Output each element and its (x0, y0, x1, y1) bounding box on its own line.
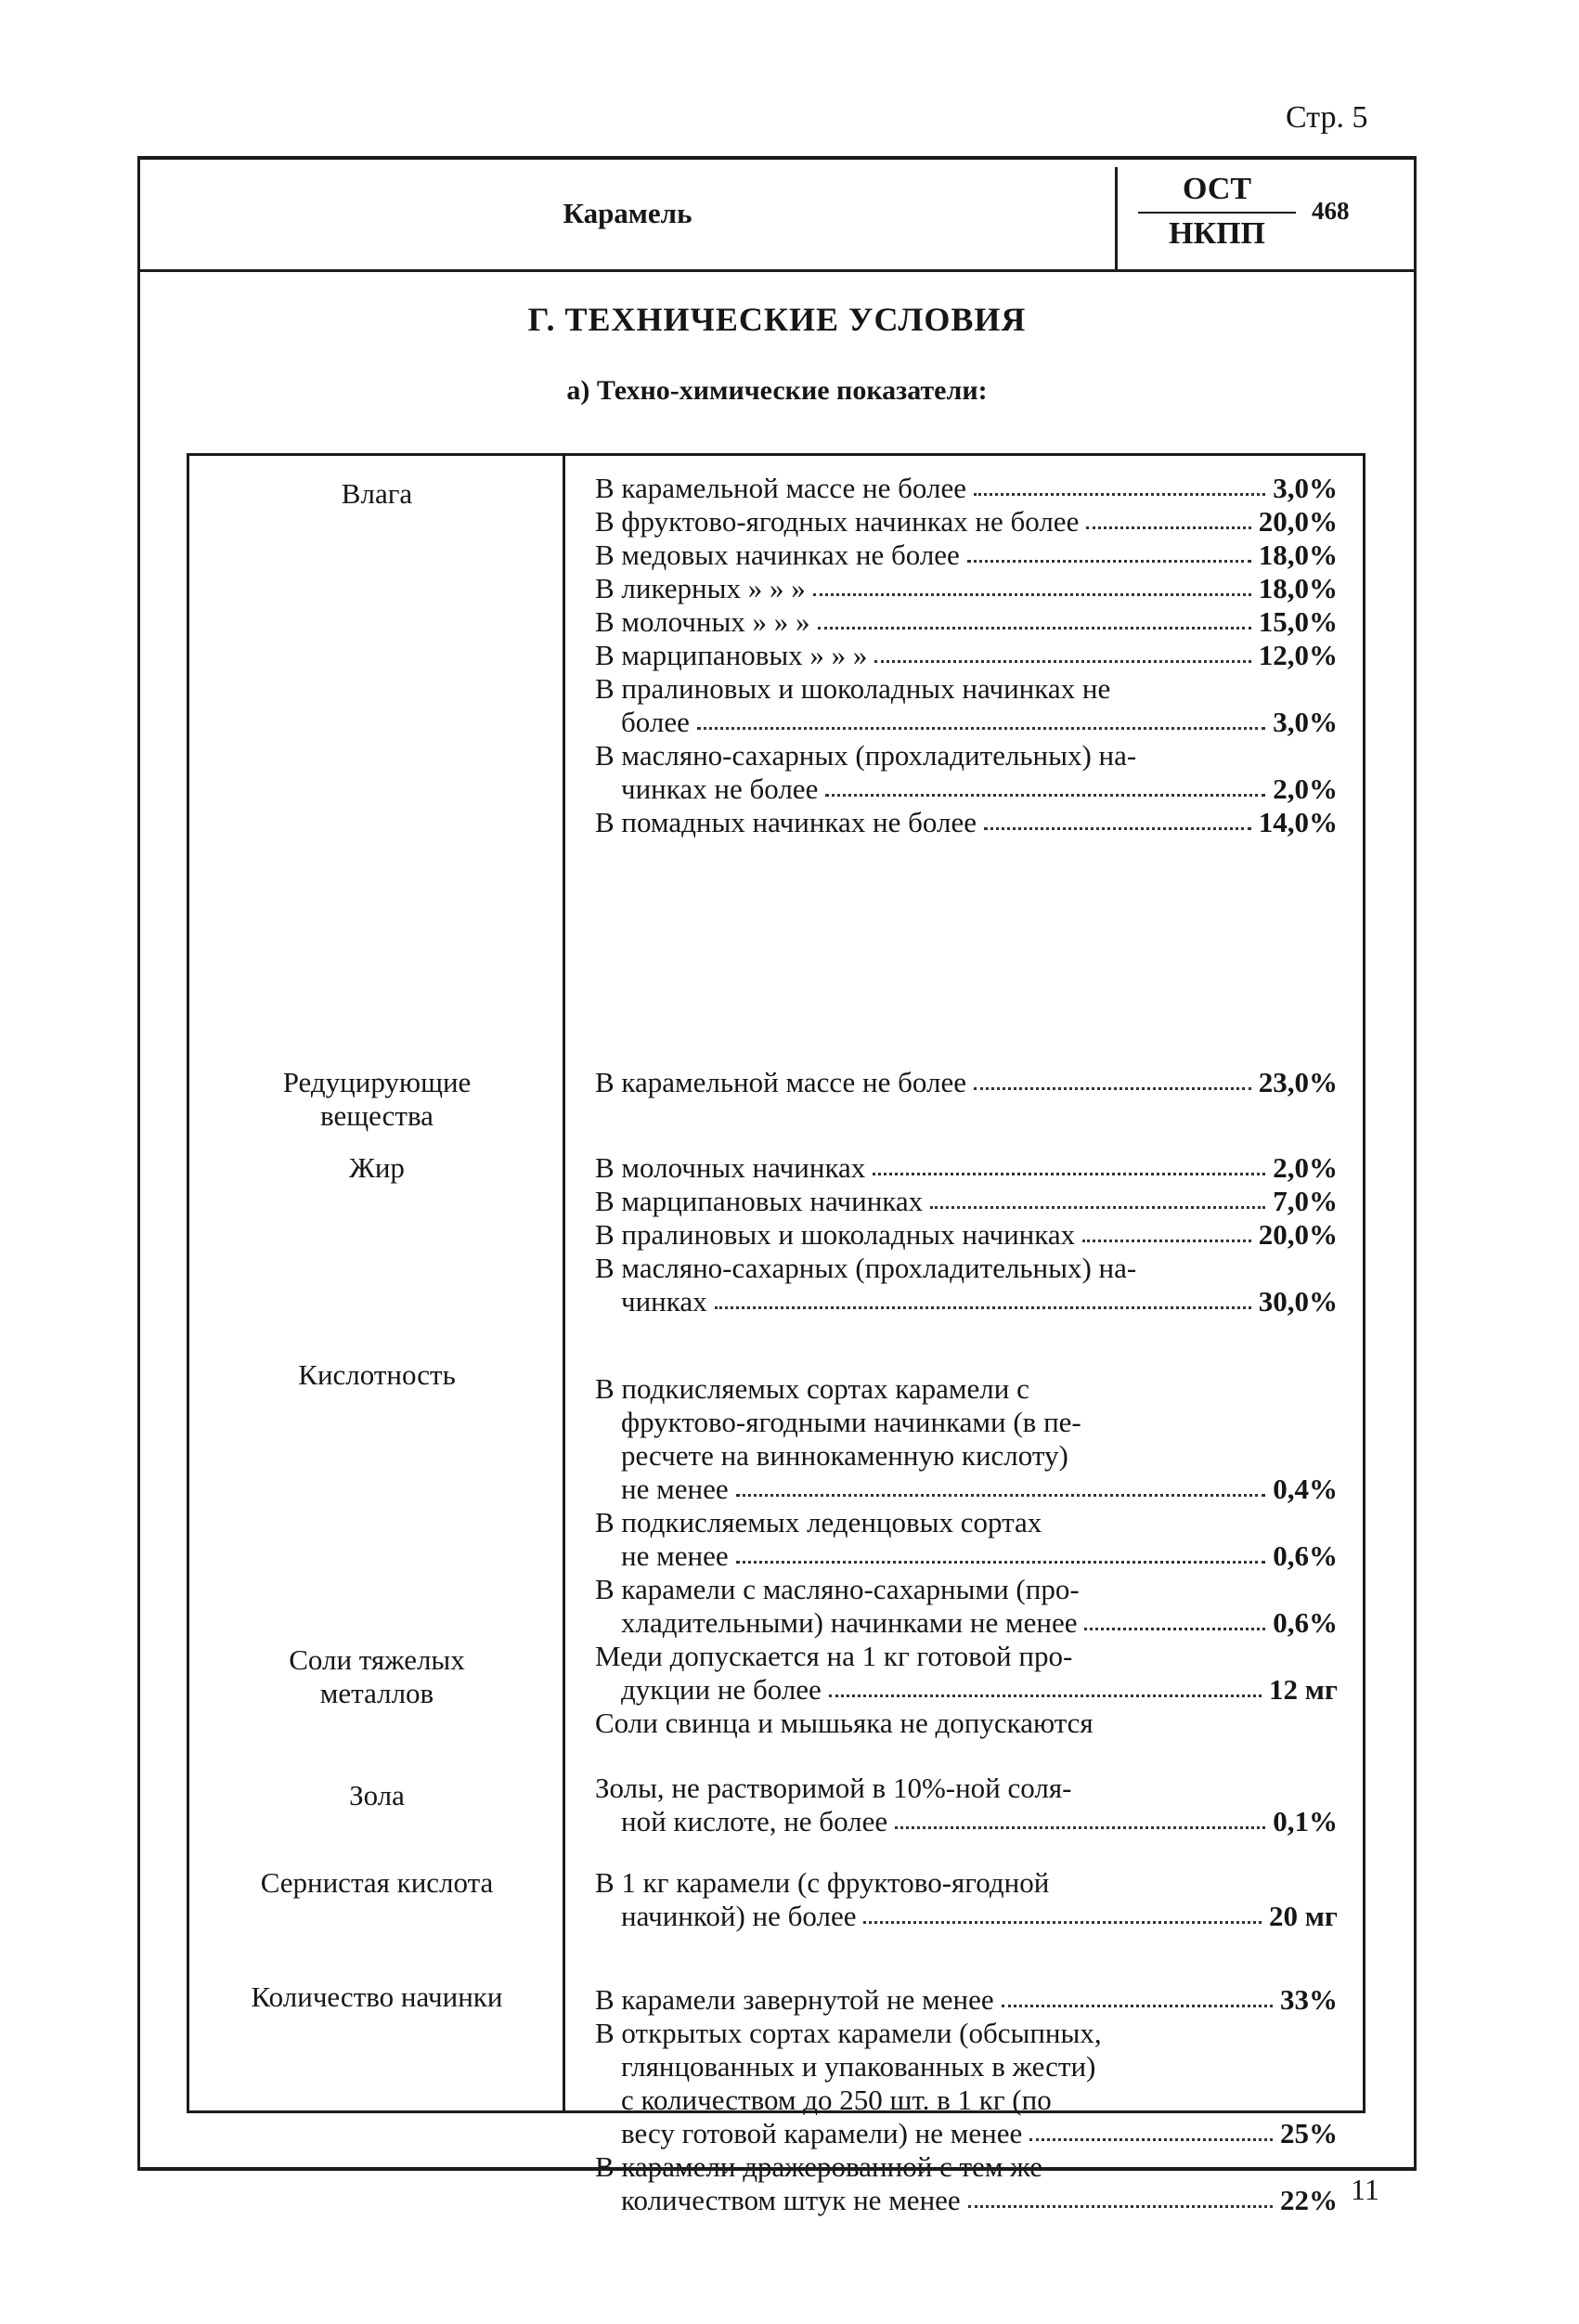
table-line: В марципановых начинках 7,0% (595, 1185, 1338, 1217)
moisture-lines (595, 472, 1338, 839)
ost-bottom: НКПП (1169, 216, 1265, 251)
table-line: В медовых начинках не более 18,0% (595, 539, 1338, 571)
table-column-divider (563, 453, 565, 2113)
category-filling-amount: Количество начинки (251, 1980, 503, 2013)
table-line: В ликерных » » » 18,0% (595, 572, 1338, 604)
table-line: с количеством до 250 шт. в 1 кг (по (621, 2084, 1052, 2116)
category-reducing-substances (196, 1066, 558, 1133)
table-line: В подкисляемых леденцовых сортах (595, 1506, 1042, 1539)
table-line: более 3,0% (621, 706, 1338, 738)
table-line: весу готовой карамели) не менее 25% (621, 2117, 1338, 2149)
footer-page-number: 11 (1351, 2173, 1379, 2206)
table-line: не менее 0,4% (621, 1473, 1338, 1505)
table-line: Меди допускается на 1 кг готовой про- (595, 1640, 1073, 1672)
category-ash: Зола (349, 1779, 405, 1811)
table-line: Соли свинца и мышьяка не допускаются (595, 1707, 1094, 1739)
category-line: металлов (319, 1677, 434, 1709)
table-line: В подкисляемых сортах карамели с (595, 1372, 1029, 1405)
page-number: Стр. 5 (1286, 100, 1368, 135)
frame-top-rule (140, 156, 1414, 160)
table-line: фруктово-ягодными начинками (в пе- (621, 1406, 1081, 1438)
category-line: Редуцирующие (282, 1066, 472, 1098)
table-line: В молочных начинках 2,0% (595, 1151, 1338, 1184)
table-line: В помадных начинках не более 14,0% (595, 806, 1338, 838)
sulfurous-lines (595, 1866, 1338, 1933)
filling-lines (595, 1983, 1338, 2217)
table-top-rule (187, 453, 1365, 456)
category-line: Соли тяжелых (289, 1643, 465, 1676)
table-line: В масляно-сахарных (прохладительных) на- (595, 739, 1137, 772)
table-line: ресчете на виннокаменную кислоту) (621, 1439, 1068, 1472)
category-moisture: Влага (341, 477, 413, 510)
table-line: В масляно-сахарных (прохладительных) на- (595, 1252, 1137, 1284)
table-line: начинкой) не более 20 мг (621, 1900, 1338, 1932)
table-line: В карамельной массе не более 3,0% (595, 472, 1338, 504)
ash-lines (595, 1772, 1338, 1838)
category-sulfurous-acid: Сернистая кислота (260, 1866, 494, 1899)
header-divider (1115, 167, 1118, 269)
table-line: В карамели дражерованной с тем же (595, 2150, 1042, 2183)
table-line: чинках 30,0% (621, 1285, 1338, 1318)
header-title: Карамель (563, 197, 692, 229)
table-line: В 1 кг карамели (с фруктово-ягодной (595, 1866, 1050, 1899)
ost-designation (1138, 169, 1296, 254)
section-title: Г. ТЕХНИЧЕСКИЕ УСЛОВИЯ (527, 301, 1027, 338)
acidity-lines (595, 1372, 1338, 1640)
ost-number: 468 (1312, 197, 1350, 225)
table-line: количеством штук не менее 22% (621, 2184, 1338, 2216)
table-line: хладительными) начинками не менее 0,6% (621, 1606, 1338, 1639)
table-line: В пралиновых и шоколадных начинках не (595, 672, 1111, 705)
table-line: дукции не более 12 мг (621, 1673, 1338, 1706)
table-line: В марципановых » » » 12,0% (595, 639, 1338, 671)
fat-lines (595, 1151, 1338, 1318)
subsection-title: а) Техно-химические показатели: (566, 375, 988, 406)
category-acidity: Кислотность (298, 1358, 456, 1391)
table-right-rule (1363, 453, 1365, 2113)
table-line: В карамели с масляно-сахарными (про- (595, 1573, 1080, 1605)
table-line: В открытых сортах карамели (обсыпных, (595, 2017, 1102, 2049)
header-rule (140, 269, 1414, 272)
table-line: ной кислоте, не более 0,1% (621, 1805, 1338, 1837)
heavy-metals-lines (595, 1640, 1338, 1740)
category-heavy-metals (196, 1643, 558, 1710)
table-line: Золы, не растворимой в 10%-ной соля- (595, 1772, 1072, 1804)
category-line: вещества (320, 1099, 434, 1132)
category-fat: Жир (349, 1151, 405, 1184)
frame-bottom-rule (140, 2167, 1414, 2171)
table-line: не менее 0,6% (621, 1539, 1338, 1572)
table-line: чинках не более 2,0% (621, 773, 1338, 805)
table-line: В пралиновых и шоколадных начинках 20,0% (595, 1218, 1338, 1251)
table-left-rule (187, 453, 189, 2113)
table-line: глянцованных и упакованных в жести) (621, 2050, 1096, 2083)
table-line: В карамельной массе не более 23,0% (595, 1066, 1338, 1098)
table-line: В карамели завернутой не менее 33% (595, 1983, 1338, 2016)
ost-top: ОСТ (1182, 172, 1252, 206)
reducing-lines (595, 1066, 1338, 1099)
table-line: В фруктово-ягодных начинках не более 20,0% (595, 505, 1338, 538)
table-line: В молочных » » » 15,0% (595, 605, 1338, 638)
